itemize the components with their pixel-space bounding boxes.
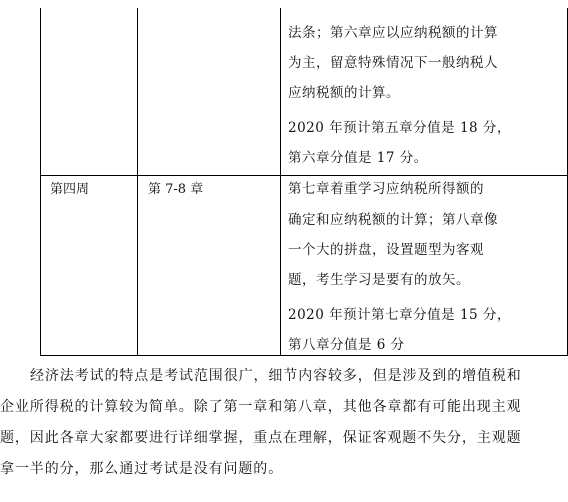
paragraph-line: 拿一半的分，那么通过考试是没有问题的。 [0,461,284,477]
description-line: 题，考生学习是要有的放矢。 [288,272,470,288]
description-line: 法条；第六章应以应纳税额的计算 [288,25,498,41]
study-schedule-table [40,8,568,356]
table-row-divider [40,175,568,176]
table-border-left [40,8,41,356]
week-cell: 第四周 [50,182,90,197]
description-line: 为主，留意特殊情况下一般纳税人 [288,55,498,71]
paragraph-line: 题，因此各章大家都要进行详细掌握，重点在理解，保证客观题不失分，主观题 [0,430,522,446]
description-line: 确定和应纳税额的计算；第八章像 [288,212,498,228]
table-divider-week [137,8,138,356]
description-line: 应纳税额的计算。 [288,85,400,101]
description-line: 一个大的拼盘，设置题型为客观 [288,242,484,258]
description-line: 2020 年预计第五章分值是 18 分， [288,120,511,136]
chapters-cell: 第 7-8 章 [148,182,204,197]
paragraph-line: 经济法考试的特点是考试范围很广，细节内容较多，但是涉及到的增值税和 [30,368,522,384]
description-line: 第六章分值是 17 分。 [288,150,428,166]
description-line: 第八章分值是 6 分 [288,337,405,353]
paragraph-line: 企业所得税的计算较为简单。除了第一章和第八章，其他各章都有可能出现主观 [0,399,522,415]
table-divider-chapters [280,8,281,356]
description-line: 2020 年预计第七章分值是 15 分， [288,307,511,323]
table-border-bottom [40,355,568,356]
description-line: 第七章着重学习应纳税所得额的 [288,181,484,197]
